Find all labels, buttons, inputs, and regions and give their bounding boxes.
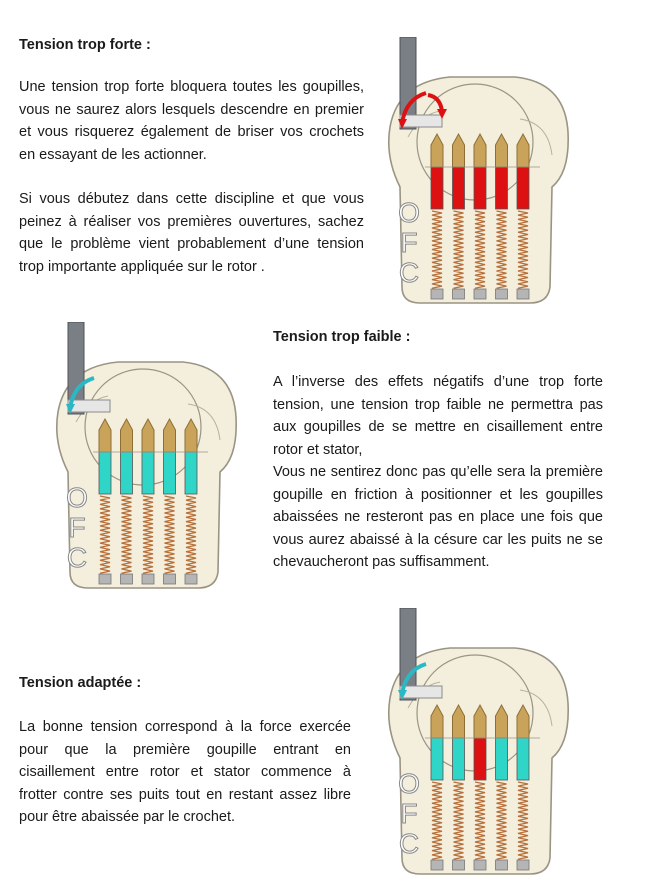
driver-pin bbox=[496, 167, 508, 209]
ofc-letter: F bbox=[68, 512, 86, 543]
driver-pin bbox=[142, 452, 154, 494]
tension-wrench-foot bbox=[68, 400, 110, 412]
lock-cylinder-svg bbox=[380, 37, 575, 307]
pin-base bbox=[121, 574, 133, 584]
ofc-letter: O bbox=[66, 482, 88, 513]
ofc-letter: C bbox=[398, 257, 420, 288]
pin-base bbox=[496, 289, 508, 299]
lock-figure-adapted bbox=[380, 608, 575, 878]
pin-base bbox=[453, 289, 465, 299]
paragraph-strong-2: Si vous débutez dans cette discipline et que vous peinez à réaliser vos premières ouvertures, sachez que le problème vient probablement d’une tension trop importante appliquée sur le rotor . bbox=[19, 191, 364, 275]
driver-pin bbox=[453, 167, 465, 209]
paragraph-strong-1: Une tension trop forte bloquera toutes les goupilles, vous ne saurez alors lesquels descendre en premier et vous risquerez également de briser vos crochets en essayant de les actionner. bbox=[19, 79, 364, 163]
paragraph-adapted-1: La bonne tension correspond à la force exercée pour que la première goupille entrant en cisaillement entre rotor et stator commence à frotter contre ses puits tout en restant assez libre pour être abaissée par le crochet. bbox=[19, 719, 351, 825]
pin-base bbox=[496, 860, 508, 870]
tension-wrench-foot bbox=[400, 115, 442, 127]
driver-pin bbox=[496, 738, 508, 780]
driver-pin bbox=[431, 738, 443, 780]
lock-cylinder-svg bbox=[48, 322, 243, 592]
pin-base bbox=[185, 574, 197, 584]
pin-base bbox=[517, 289, 529, 299]
ofc-letter: O bbox=[398, 768, 420, 799]
driver-pin bbox=[185, 452, 197, 494]
pin-base bbox=[142, 574, 154, 584]
ofc-letter: C bbox=[398, 828, 420, 859]
pin-base bbox=[453, 860, 465, 870]
driver-pin bbox=[474, 738, 486, 780]
pin-base bbox=[517, 860, 529, 870]
lock-figure-strong bbox=[380, 37, 575, 307]
ofc-letter: F bbox=[400, 227, 418, 258]
ofc-letter: O bbox=[398, 197, 420, 228]
lock-figure-weak bbox=[48, 322, 243, 592]
driver-pin bbox=[164, 452, 176, 494]
driver-pin bbox=[99, 452, 111, 494]
tension-wrench-foot bbox=[400, 686, 442, 698]
driver-pin bbox=[431, 167, 443, 209]
paragraph-weak-1: A l’inverse des effets négatifs d’une trop forte tension, une tension trop faible ne permettra pas aux goupilles de se mettre en cisaillement entre rotor et stator, bbox=[273, 374, 603, 458]
driver-pin bbox=[517, 167, 529, 209]
section-title-adapted: Tension adaptée : bbox=[19, 675, 142, 691]
paragraph-weak-2: Vous ne sentirez donc pas qu’elle sera la première goupille en friction à positionner et les goupilles abaissées ne resteront pas en place une fois que vous aurez abaissé à la césure car les puits ne se chevaucheront pas suffisamment. bbox=[273, 464, 603, 570]
pin-base bbox=[431, 860, 443, 870]
ofc-letter: C bbox=[66, 542, 88, 573]
pin-base bbox=[474, 860, 486, 870]
ofc-letter: F bbox=[400, 798, 418, 829]
section-title-strong: Tension trop forte : bbox=[19, 37, 151, 53]
driver-pin bbox=[517, 738, 529, 780]
driver-pin bbox=[453, 738, 465, 780]
driver-pin bbox=[474, 167, 486, 209]
pin-base bbox=[474, 289, 486, 299]
lock-cylinder-svg bbox=[380, 608, 575, 878]
pin-base bbox=[99, 574, 111, 584]
pin-base bbox=[431, 289, 443, 299]
pin-base bbox=[164, 574, 176, 584]
driver-pin bbox=[121, 452, 133, 494]
section-title-weak: Tension trop faible : bbox=[273, 329, 411, 345]
